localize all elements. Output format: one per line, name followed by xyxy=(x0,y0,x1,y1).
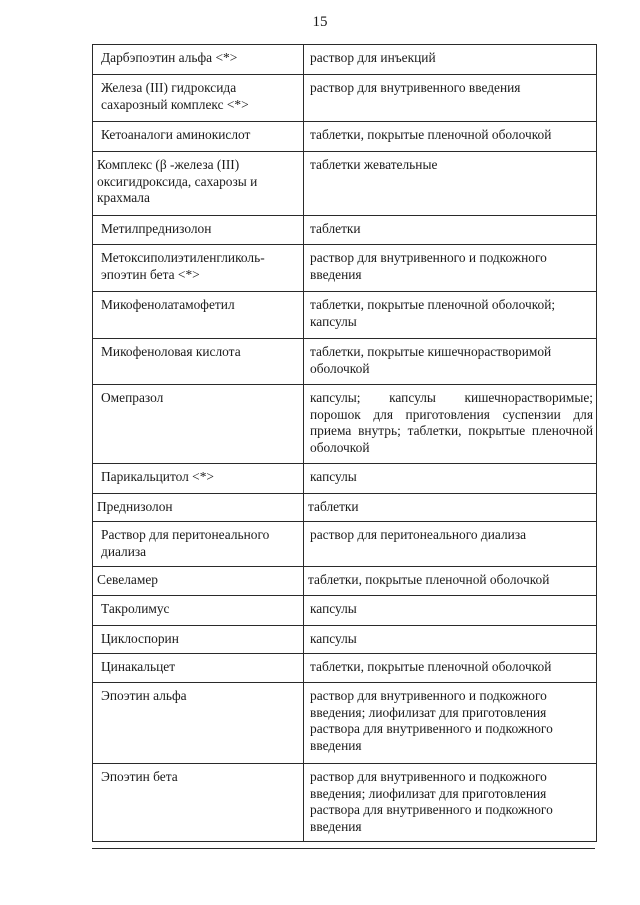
table-row xyxy=(93,596,597,626)
table-row xyxy=(93,764,597,842)
dosage-form-cell: капсулы xyxy=(304,464,597,494)
drug-name-cell: Микофенолатамофетил xyxy=(93,292,304,339)
table-row xyxy=(93,385,597,464)
table-row xyxy=(93,654,597,683)
dosage-form-cell: таблетки, покрытые пленочной оболочкой xyxy=(304,654,597,683)
drug-name-cell: Метоксиполиэтиленгликоль-эпоэтин бета <*> xyxy=(93,245,304,292)
drug-name-cell: Такролимус xyxy=(93,596,304,626)
table-row xyxy=(93,216,597,245)
drug-name-cell: Раствор для перитонеального диализа xyxy=(93,522,304,567)
drug-name-cell: Парикальцитол <*> xyxy=(93,464,304,494)
table-row xyxy=(93,567,597,596)
drug-name-cell: Микофеноловая кислота xyxy=(93,339,304,385)
table-row xyxy=(93,339,597,385)
dosage-form-cell: таблетки, покрытые пленочной оболочкой xyxy=(304,567,597,596)
table-row xyxy=(93,75,597,122)
drug-name-cell: Железа (III) гидроксида сахарозный комплекс <*> xyxy=(93,75,304,122)
drug-name-cell: Метилпреднизолон xyxy=(93,216,304,245)
drug-name-cell: Дарбэпоэтин альфа <*> xyxy=(93,45,304,75)
table-row xyxy=(93,245,597,292)
dosage-form-cell: раствор для внутривенного и подкожного введения; лиофилизат для приготовления раствора для внутривенного и подкожного введения xyxy=(304,764,597,842)
drug-name-cell: Кетоаналоги аминокислот xyxy=(93,122,304,152)
dosage-form-cell: раствор для инъекций xyxy=(304,45,597,75)
table-bottom-rule xyxy=(92,848,595,849)
table-row xyxy=(93,626,597,654)
table-row xyxy=(93,45,597,75)
drug-name-cell: Циклоспорин xyxy=(93,626,304,654)
dosage-form-cell: капсулы xyxy=(304,596,597,626)
dosage-form-cell: таблетки xyxy=(304,494,597,522)
table-row xyxy=(93,122,597,152)
dosage-form-cell: раствор для внутривенного введения xyxy=(304,75,597,122)
table-row xyxy=(93,522,597,567)
dosage-form-cell: капсулы; капсулы кишечнорастворимые; порошок для приготовления суспензии для приема внутрь; таблетки, покрытые пленочной оболочкой xyxy=(304,385,597,464)
drug-name-cell: Цинакальцет xyxy=(93,654,304,683)
dosage-form-cell: капсулы xyxy=(304,626,597,654)
dosage-form-cell: таблетки xyxy=(304,216,597,245)
table-row xyxy=(93,152,597,216)
drug-table xyxy=(92,44,597,842)
dosage-form-cell: таблетки жевательные xyxy=(304,152,597,216)
dosage-form-cell: таблетки, покрытые пленочной оболочкой; капсулы xyxy=(304,292,597,339)
drug-name-cell: Комплекс (β -железа (III) оксигидроксида, сахарозы и крахмала xyxy=(93,152,304,216)
dosage-form-cell: раствор для внутривенного и подкожного введения; лиофилизат для приготовления раствора для внутривенного и подкожного введения xyxy=(304,683,597,764)
drug-name-cell: Севеламер xyxy=(93,567,304,596)
dosage-form-cell: раствор для перитонеального диализа xyxy=(304,522,597,567)
table-row xyxy=(93,464,597,494)
table-row xyxy=(93,494,597,522)
drug-name-cell: Преднизолон xyxy=(93,494,304,522)
dosage-form-cell: таблетки, покрытые пленочной оболочкой xyxy=(304,122,597,152)
drug-name-cell: Эпоэтин бета xyxy=(93,764,304,842)
dosage-form-cell: раствор для внутривенного и подкожного введения xyxy=(304,245,597,292)
table-row xyxy=(93,292,597,339)
dosage-form-cell: таблетки, покрытые кишечнорастворимой оболочкой xyxy=(304,339,597,385)
drug-name-cell: Омепразол xyxy=(93,385,304,464)
page-number: 15 xyxy=(312,14,328,30)
drug-name-cell: Эпоэтин альфа xyxy=(93,683,304,764)
table-row xyxy=(93,683,597,764)
